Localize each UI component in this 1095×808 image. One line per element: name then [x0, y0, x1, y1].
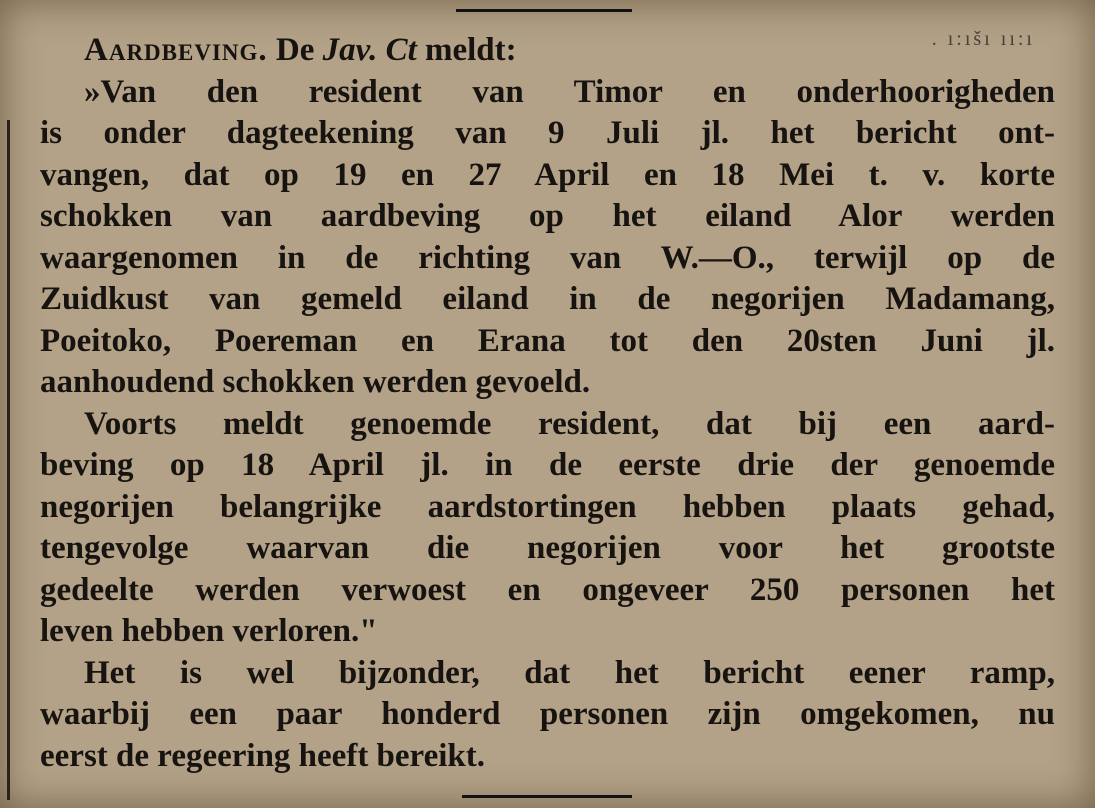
text-line: vangen, dat op 19 en 27 April en 18 Mei t. v. korte [40, 156, 1055, 193]
text-line: waargenomen in de richting van W.—O., terwijl op de [40, 239, 1055, 276]
text-line: Zuidkust van gemeld eiland in de negorijen Madamang, [40, 281, 1055, 317]
text-line: beving op 18 April jl. in de eerste drie der genoemde [40, 447, 1055, 483]
text-line: Voorts meldt genoemde resident, dat bij een aard- [84, 405, 1055, 442]
text-line: aanhoudend schokken werden gevoeld. [40, 364, 591, 400]
text-line: schokken van aardbeving op het eiland Alor werden [40, 198, 1055, 234]
text-line: negorijen belangrijke aardstortingen hebben plaats gehad, [40, 488, 1055, 525]
text-line: is onder dagteekening van 9 Juli jl. het bericht ont- [40, 115, 1055, 151]
text-line: waarbij een paar honderd personen zijn omgekomen, nu [40, 696, 1055, 732]
text-line: gedeelte werden verwoest en ongeveer 250 personen het [40, 571, 1055, 608]
top-rule [456, 9, 632, 12]
text-line: eerst de regeering heeft bereikt. [40, 737, 486, 774]
text-line: »Van den resident van Timor en onderhoorigheden [84, 73, 1055, 110]
text-line: Poeitoko, Poereman en Erana tot den 20sten Juni jl. [40, 322, 1055, 359]
corner-mark: . ı:ıšı ıı:ı [931, 28, 1035, 50]
column-margin-line [7, 120, 10, 800]
article-heading-label: Aardbeving. [84, 32, 268, 68]
text-line: tengevolge waarvan die negorijen voor het grootste [40, 530, 1055, 566]
article-heading-lead: De [275, 32, 323, 68]
article-heading-line [40, 30, 1055, 72]
bottom-rule [462, 795, 632, 798]
article-heading-source: Jav. Ct [322, 32, 417, 68]
article-heading-verb: meldt: [416, 32, 517, 68]
text-line: leven hebben verloren." [40, 613, 378, 649]
text-line: Het is wel bijzonder, dat het bericht eener ramp, [84, 654, 1055, 691]
article-body [40, 30, 1055, 777]
